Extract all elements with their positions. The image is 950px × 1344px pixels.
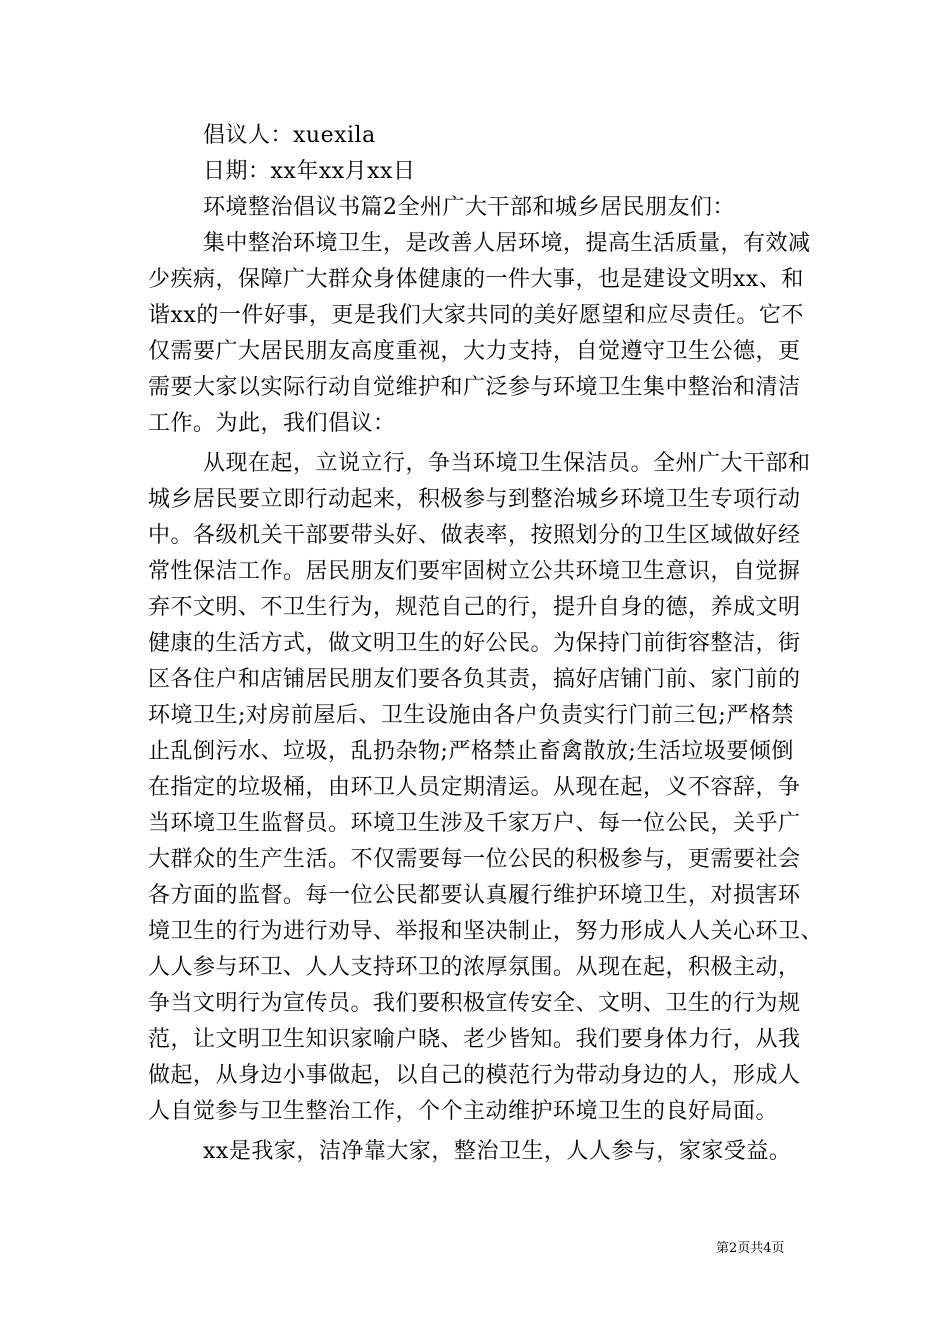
- paragraph-line: 止乱倒污水、垃圾，乱扔杂物;严格禁止畜禽散放;生活垃圾要倾倒: [148, 739, 794, 764]
- paragraph-line: 从现在起，立说立行，争当环境卫生保洁员。全州广大干部和: [203, 451, 811, 476]
- paragraph-line: 在指定的垃圾桶，由环卫人员定期清运。从现在起，义不容辞，争: [148, 775, 801, 800]
- paragraph-line: 集中整治环境卫生，是改善人居环境，提高生活质量，有效减: [203, 231, 811, 256]
- paragraph-line: 区各住户和店铺居民朋友们要各负其责，搞好店铺门前、家门前的: [148, 667, 801, 692]
- paragraph-line: 城乡居民要立即行动起来，积极参与到整治城乡环境卫生专项行动: [148, 487, 801, 512]
- paragraph-line: 环境卫生;对房前屋后、卫生设施由各户负责实行门前三包;严格禁: [148, 703, 794, 728]
- proposer-line: 倡议人：xuexila: [203, 123, 376, 148]
- page-number: 第2页共4页: [716, 1241, 785, 1256]
- paragraph-line: 弃不文明、不卫生行为，规范自己的行，提升自身的德，养成文明: [148, 595, 801, 620]
- paragraph-line: 谐xx的一件好事，更是我们大家共同的美好愿望和应尽责任。它不: [148, 303, 804, 328]
- paragraph-line: 做起，从身边小事做起，以自己的模范行为带动身边的人，形成人: [148, 1063, 801, 1088]
- paragraph-line: 大群众的生产生活。不仅需要每一位公民的积极参与，更需要社会: [148, 847, 801, 872]
- paragraph-line: 常性保洁工作。居民朋友们要牢固树立公共环境卫生意识，自觉摒: [148, 559, 801, 584]
- paragraph-line: 范，让文明卫生知识家喻户晓、老少皆知。我们要身体力行，从我: [148, 1027, 801, 1052]
- paragraph-line: 各方面的监督。每一位公民都要认真履行维护环境卫生，对损害环: [148, 883, 801, 908]
- paragraph-line: 健康的生活方式，做文明卫生的好公民。为保持门前街容整洁，街: [148, 631, 801, 656]
- paragraph-line: 境卫生的行为进行劝导、举报和坚决制止，努力形成人人关心环卫、: [148, 919, 824, 944]
- paragraph-line: 需要大家以实际行动自觉维护和广泛参与环境卫生集中整治和清洁: [148, 375, 801, 400]
- letter-title: 环境整治倡议书篇2全州广大干部和城乡居民朋友们：: [203, 195, 735, 220]
- date-line: 日期：xx年xx月xx日: [203, 159, 416, 184]
- paragraph-line: 人人参与环卫、人人支持环卫的浓厚氛围。从现在起，积极主动，: [148, 955, 801, 980]
- paragraph-line: 争当文明行为宣传员。我们要积极宣传安全、文明、卫生的行为规: [148, 991, 801, 1016]
- paragraph-line: 当环境卫生监督员。环境卫生涉及千家万户、每一位公民，关乎广: [148, 811, 801, 836]
- paragraph-line: 仅需要广大居民朋友高度重视，大力支持，自觉遵守卫生公德，更: [148, 339, 801, 364]
- paragraph-line: 人自觉参与卫生整治工作，个个主动维护环境卫生的良好局面。: [148, 1099, 779, 1124]
- paragraph-line: 中。各级机关干部要带头好、做表率，按照划分的卫生区域做好经: [148, 523, 801, 548]
- paragraph-line: 工作。为此，我们倡议：: [148, 411, 396, 436]
- paragraph-line: xx是我家，洁净靠大家，整治卫生，人人参与，家家受益。: [203, 1139, 792, 1164]
- paragraph-line: 少疾病，保障广大群众身体健康的一件大事，也是建设文明xx、和: [148, 267, 804, 292]
